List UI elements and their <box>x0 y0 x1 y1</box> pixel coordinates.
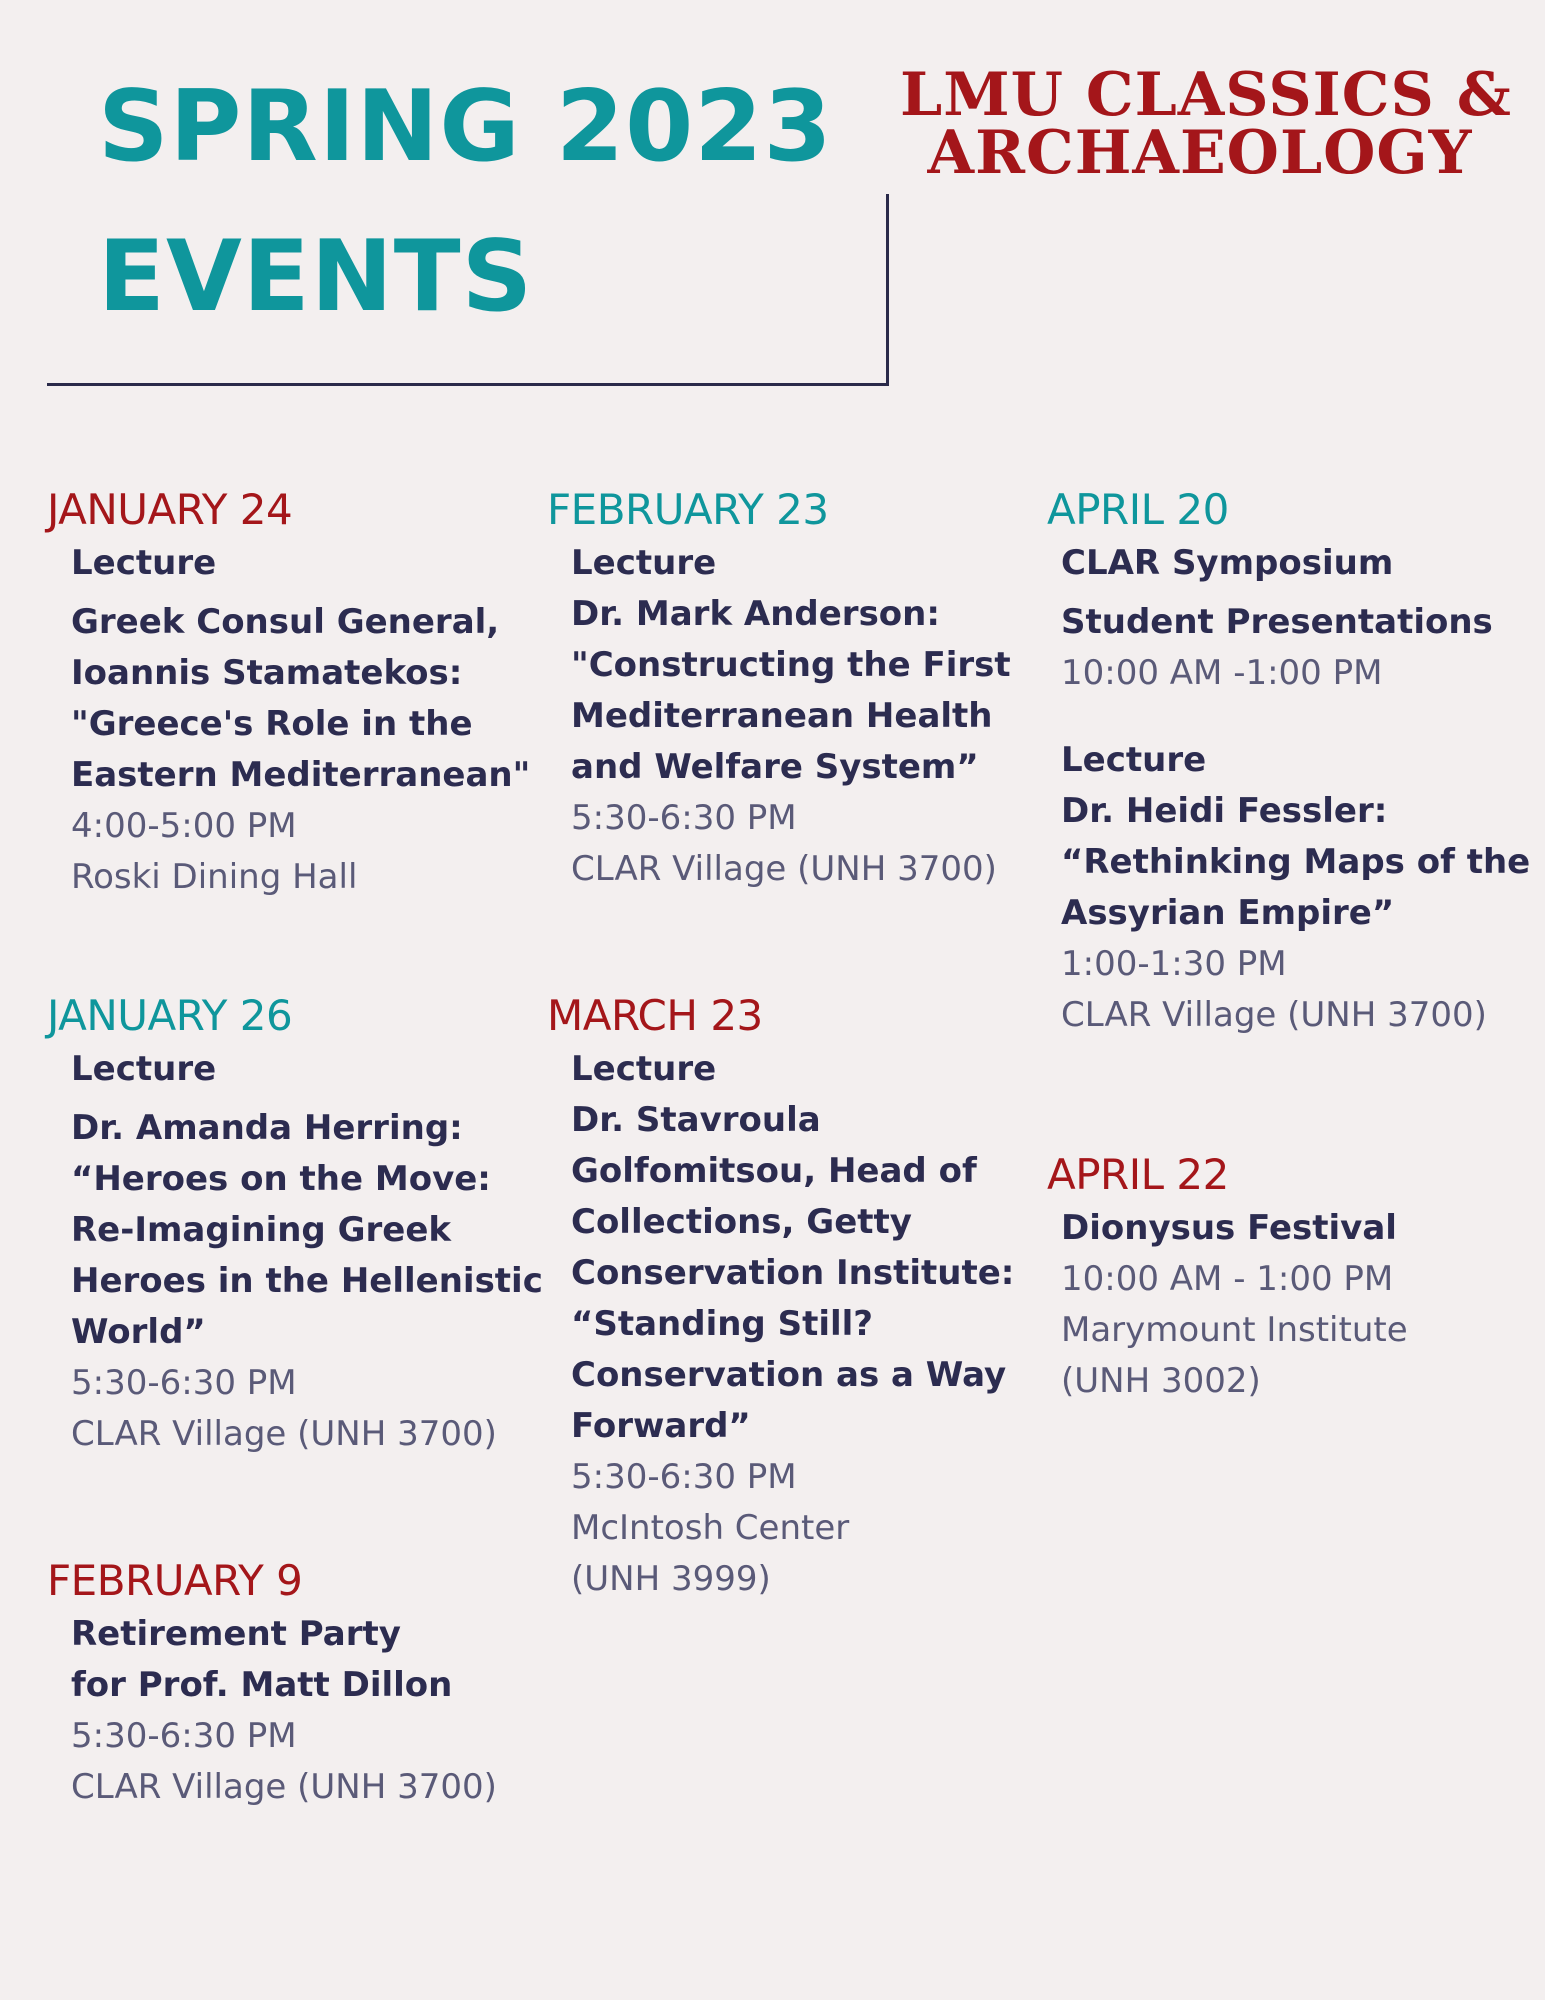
brand-line-2: ARCHAEOLOGY <box>927 118 1473 188</box>
event-type: Lecture <box>1061 740 1207 780</box>
title-frame-horizontal-rule <box>47 383 889 386</box>
event-location: CLAR Village (UNH 3700) <box>571 849 997 889</box>
event-time: 5:30-6:30 PM <box>71 1716 297 1756</box>
event-type: Lecture <box>71 1049 217 1089</box>
event-description-line: Mediterranean Health <box>571 696 993 736</box>
event-description-line: Golfomitsou, Head of <box>571 1151 977 1191</box>
event-time: 10:00 AM - 1:00 PM <box>1061 1259 1394 1299</box>
event-january-26 <box>47 990 547 1460</box>
event-description-line: Dr. Mark Anderson: <box>571 594 940 634</box>
event-description-line: and Welfare System” <box>571 747 979 787</box>
event-description-line: Dr. Amanda Herring: <box>71 1108 463 1148</box>
event-april-22 <box>1047 1149 1545 1407</box>
event-date: FEBRUARY 9 <box>47 1556 303 1605</box>
event-type: CLAR Symposium <box>1061 543 1394 583</box>
event-description-line: Assyrian Empire” <box>1061 893 1395 933</box>
event-time: 10:00 AM -1:00 PM <box>1061 653 1383 693</box>
event-type: Lecture <box>571 1049 717 1089</box>
event-date: APRIL 20 <box>1047 485 1229 534</box>
brand-line-1: LMU CLASSICS & <box>900 60 1512 130</box>
event-description-line: for Prof. Matt Dillon <box>71 1665 453 1705</box>
event-february-9 <box>47 1555 547 1813</box>
department-brand <box>900 60 1512 188</box>
event-location: CLAR Village (UNH 3700) <box>71 1767 497 1807</box>
event-date: JANUARY 26 <box>47 991 293 1040</box>
page-title-line-1: SPRING 2023 <box>98 70 833 184</box>
event-date: MARCH 23 <box>547 991 763 1040</box>
event-description-line: Student Presentations <box>1061 602 1493 642</box>
event-location: (UNH 3002) <box>1061 1361 1261 1401</box>
event-time: 5:30-6:30 PM <box>571 798 797 838</box>
event-date: FEBRUARY 23 <box>547 485 829 534</box>
event-time: 5:30-6:30 PM <box>571 1457 797 1497</box>
event-description-line: “Standing Still? <box>571 1304 874 1344</box>
event-description-line: Retirement Party <box>71 1614 401 1654</box>
event-description-line: Dr. Heidi Fessler: <box>1061 791 1388 831</box>
event-date: APRIL 22 <box>1047 1150 1229 1199</box>
title-frame-vertical-rule <box>886 194 889 386</box>
event-description-line: “Heroes on the Move: <box>71 1159 491 1199</box>
event-location: CLAR Village (UNH 3700) <box>1061 995 1487 1035</box>
event-description-line: Heroes in the Hellenistic <box>71 1261 543 1301</box>
event-time: 1:00-1:30 PM <box>1061 944 1287 984</box>
event-description-line: "Constructing the First <box>571 645 1011 685</box>
event-location: Roski Dining Hall <box>71 857 358 897</box>
event-description-line: Eastern Mediterranean" <box>71 755 531 795</box>
event-january-24 <box>47 484 547 903</box>
event-type: Lecture <box>71 543 217 583</box>
event-description-line: Conservation as a Way <box>571 1355 1007 1395</box>
event-time: 5:30-6:30 PM <box>71 1363 297 1403</box>
event-description-line: World” <box>71 1312 206 1352</box>
page-title-line-2: EVENTS <box>98 220 534 334</box>
event-description-line: Dr. Stavroula <box>571 1100 821 1140</box>
event-location: Marymount Institute <box>1061 1310 1408 1350</box>
event-march-23 <box>547 990 1047 1605</box>
event-time: 4:00-5:00 PM <box>71 806 297 846</box>
event-description-line: “Rethinking Maps of the <box>1061 842 1531 882</box>
event-description-line: Conservation Institute: <box>571 1253 1015 1293</box>
event-description-line: Forward” <box>571 1406 751 1446</box>
event-february-23 <box>547 484 1047 895</box>
event-location: CLAR Village (UNH 3700) <box>71 1414 497 1454</box>
event-description-line: Greek Consul General, <box>71 602 500 642</box>
event-date: JANUARY 24 <box>47 485 293 534</box>
event-description-line: Ioannis Stamatekos: <box>71 653 463 693</box>
event-april-20 <box>1047 484 1545 1041</box>
event-type: Lecture <box>571 543 717 583</box>
event-description-line: Re-Imagining Greek <box>71 1210 452 1250</box>
event-description-line: Collections, Getty <box>571 1202 912 1242</box>
event-description-line: Dionysus Festival <box>1061 1208 1397 1248</box>
event-description-line: "Greece's Role in the <box>71 704 473 744</box>
event-location: McIntosh Center <box>571 1508 850 1548</box>
event-location: (UNH 3999) <box>571 1559 771 1599</box>
